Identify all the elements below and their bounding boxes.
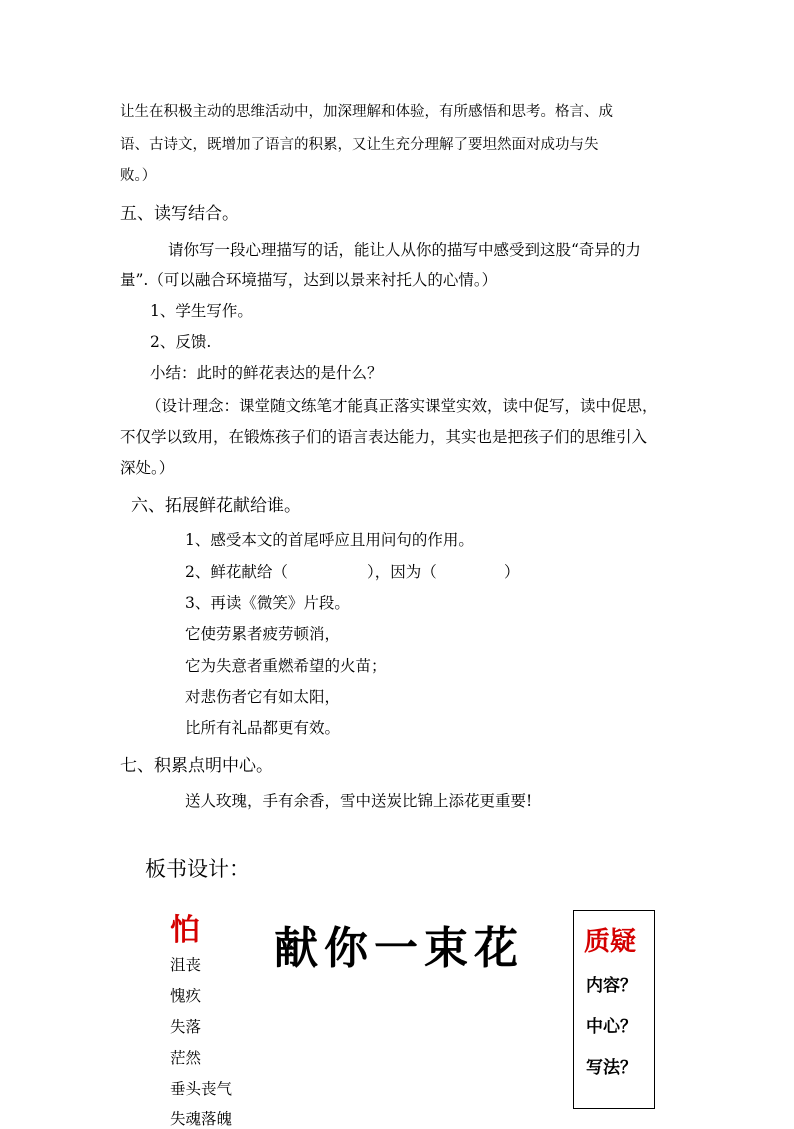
paragraph-line-2: 语、古诗文，既增加了语言的积累，又让生充分理解了要坦然面对成功与失 (120, 137, 599, 153)
question-item-writing: 写法？ (586, 1058, 637, 1078)
board-title: 板书设计： (145, 857, 250, 881)
board-word-1: 沮丧 (170, 956, 202, 974)
poem-line-1: 它使劳累者疲劳顿消， (185, 625, 341, 643)
section5-design-line-3: 深处。） (120, 459, 175, 477)
section6-item-2-part-a: 2、鲜花献给（ (185, 563, 288, 581)
section7-line: 送人玫瑰，手有余香，雪中送炭比锦上添花更重要! (185, 792, 533, 810)
paragraph-line-1: 让生在积极主动的思维活动中，加深理解和体验，有所感悟和思考。格言、成 (120, 104, 613, 120)
section5-prompt-line-2: 量”.（可以融合环境描写，达到以景来衬托人的心情。） (120, 271, 498, 289)
section5-design-line-1: （设计理念：课堂随文练笔才能真正落实课堂实效，读中促写，读中促思， (146, 397, 658, 415)
question-box (573, 910, 655, 1109)
section6-heading: 六、拓展鲜花献给谁。 (131, 496, 301, 516)
board-word-4: 茫然 (170, 1049, 202, 1067)
section5-summary: 小结：此时的鲜花表达的是什么？ (150, 364, 383, 382)
section5-prompt-line-1: 请你写一段心理描写的话，能让人从你的描写中感受到这股“奇异的力 (168, 241, 641, 259)
question-item-content: 内容？ (586, 976, 637, 996)
section6-item-2-part-b: ），因为（ (367, 563, 437, 581)
section7-heading: 七、积累点明中心。 (120, 756, 273, 776)
question-box-heading: 质疑 (584, 927, 637, 957)
poem-line-4: 比所有礼品都更有效。 (185, 719, 341, 737)
board-word-2: 愧疚 (170, 987, 202, 1005)
board-word-3: 失落 (170, 1018, 202, 1036)
poem-line-3: 对悲伤者它有如太阳， (185, 688, 341, 706)
paragraph-line-3: 败。） (120, 168, 157, 184)
section5-heading: 五、读写结合。 (120, 204, 239, 224)
board-word-6: 失魂落魄 (170, 1110, 233, 1128)
fear-character: 怕 (170, 913, 200, 948)
section6-item-3: 3、再读《微笑》片段。 (185, 594, 350, 612)
board-main-title: 献你一束花 (274, 923, 524, 974)
section6-item-2-part-c: ） (504, 563, 520, 581)
poem-line-2: 它为失意者重燃希望的火苗； (185, 657, 387, 675)
section5-step-1: 1、学生写作。 (150, 302, 253, 320)
board-word-5: 垂头丧气 (170, 1080, 233, 1098)
section5-step-2: 2、反馈. (150, 333, 212, 351)
section6-item-1: 1、感受本文的首尾呼应且用问句的作用。 (185, 531, 474, 549)
section5-design-line-2: 不仅学以致用，在锻炼孩子们的语言表达能力，其实也是把孩子们的思维引入 (120, 428, 648, 446)
question-item-center: 中心？ (586, 1017, 637, 1037)
